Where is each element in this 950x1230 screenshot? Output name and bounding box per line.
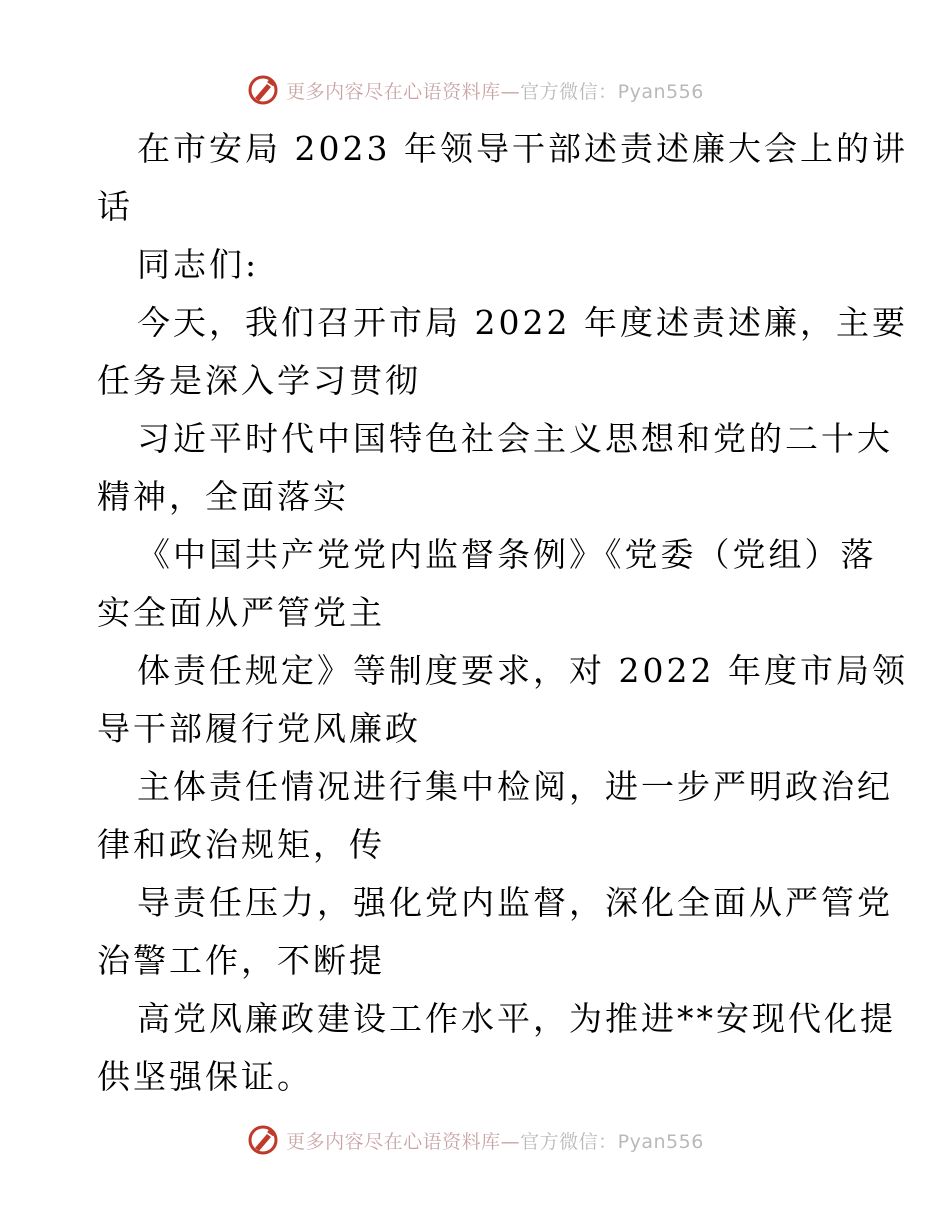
watermark-dash: — (500, 80, 521, 103)
watermark-banner-bottom (0, 1120, 950, 1160)
document-line: 导干部履行党风廉政 (97, 709, 421, 748)
watermark-wechat: 官方微信：Pyan556 (520, 80, 704, 103)
pen-logo-icon (246, 1123, 280, 1157)
watermark-site: 更多内容尽在心语资料库 (286, 80, 501, 103)
document-line: 习近平时代中国特色社会主义思想和党的二十大 (137, 419, 893, 458)
document-line: 实全面从严管党主 (97, 593, 385, 632)
document-line: 律和政治规矩，传 (97, 825, 385, 864)
watermark-dash: — (500, 1130, 521, 1153)
document-line: 主体责任情况进行集中检阅，进一步严明政治纪 (137, 767, 893, 806)
pen-logo-icon (246, 73, 280, 107)
document-line: 高党风廉政建设工作水平，为推进**安现代化提 (137, 999, 896, 1038)
document-body (97, 120, 908, 1106)
document-line: 同志们: (137, 245, 260, 284)
watermark-banner-top (0, 70, 950, 110)
document-line: 供坚强保证。 (97, 1057, 313, 1096)
watermark-text (286, 77, 704, 104)
document-line: 治警工作，不断提 (97, 941, 385, 980)
document-line: 导责任压力，强化党内监督，深化全面从严管党 (137, 883, 893, 922)
document-line: 《中国共产党党内监督条例》《党委（党组）落 (137, 535, 877, 574)
document-line: 体责任规定》等制度要求，对 2022 年度市局领 (137, 651, 908, 690)
watermark-site: 更多内容尽在心语资料库 (286, 1130, 501, 1153)
document-line: 精神，全面落实 (97, 477, 349, 516)
document-line: 在市安局 2023 年领导干部述责述廉大会上的讲 (137, 129, 908, 168)
document-line: 今天，我们召开市局 2022 年度述责述廉，主要 (137, 303, 908, 342)
document-line: 话 (97, 187, 133, 226)
document-line: 任务是深入学习贯彻 (97, 361, 421, 400)
watermark-wechat: 官方微信：Pyan556 (520, 1130, 704, 1153)
watermark-text (286, 1127, 704, 1154)
